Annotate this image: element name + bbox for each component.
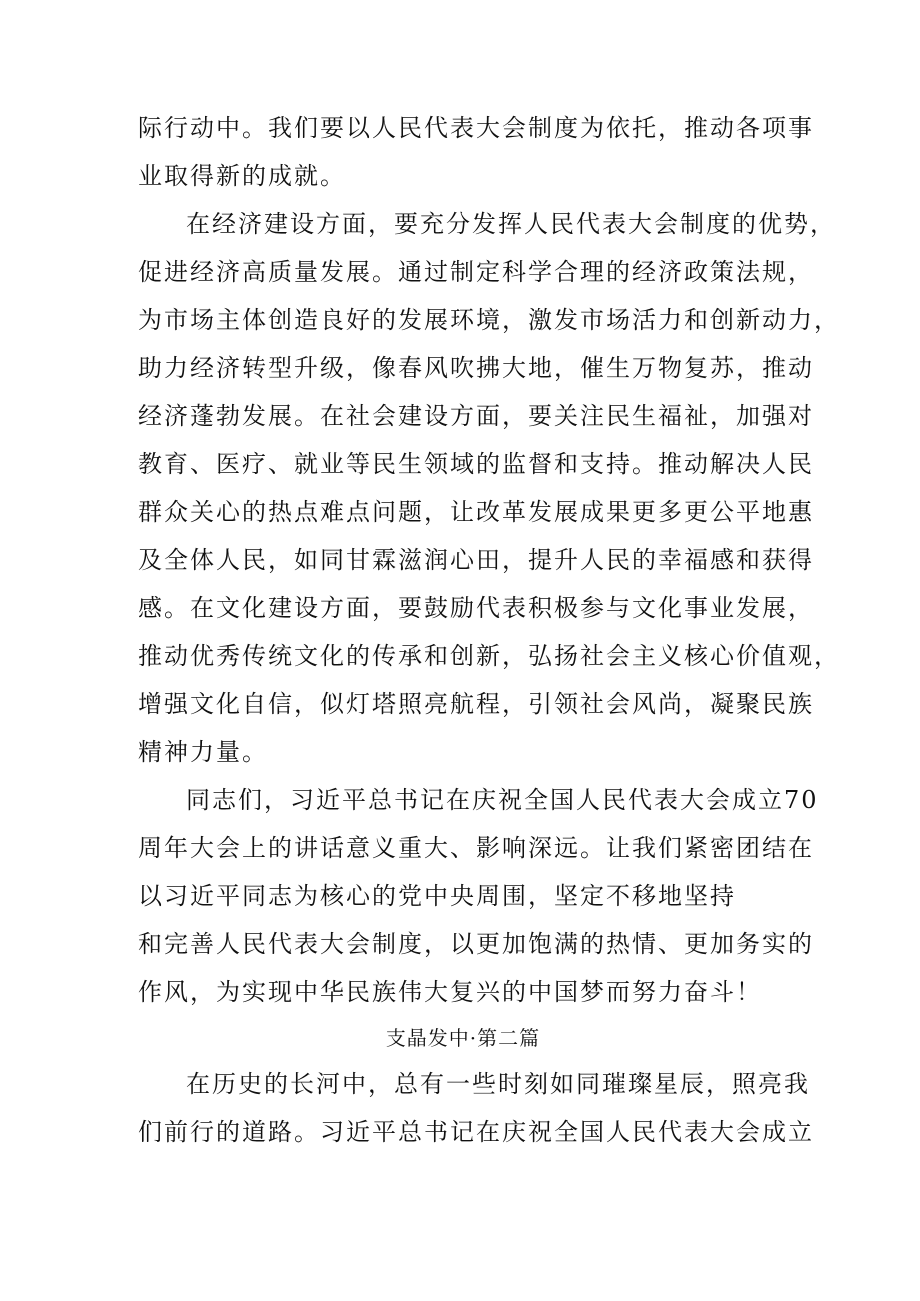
- text-line: 增强文化自信，似灯塔照亮航程，引领社会风尚，凝聚民族: [138, 690, 814, 718]
- text-line: 际行动中。我们要以人民代表大会制度为依托，推动各项事: [138, 114, 814, 142]
- text-line: 们前行的道路。习近平总书记在庆祝全国人民代表大会成立: [138, 1118, 814, 1146]
- document-page: [138, 104, 840, 1156]
- text-line: 以习近平同志为核心的党中央周围，坚定不移地坚持: [138, 882, 736, 910]
- section-heading: 支晶发中·第二篇: [385, 1026, 541, 1050]
- text-line: 助力经济转型升级，像春风吹拂大地，催生万物复苏，推动: [138, 354, 814, 382]
- text-line: 促进经济高质量发展。通过制定科学合理的经济政策法规，: [138, 258, 814, 286]
- text-line: 业取得新的成就。: [138, 162, 346, 190]
- text-line: 教育、医疗、就业等民生领域的监督和支持。推动解决人民: [138, 450, 814, 478]
- text-line: 及全体人民，如同甘霖滋润心田，提升人民的幸福感和获得: [138, 546, 814, 574]
- text-line: 推动优秀传统文化的传承和创新，弘扬社会主义核心价值观，: [138, 642, 840, 670]
- text-line: 群众关心的热点难点问题，让改革发展成果更多更公平地惠: [138, 498, 814, 526]
- text-line: 经济蓬勃发展。在社会建设方面，要关注民生福祉，加强对: [138, 402, 814, 430]
- paragraph-start-line: 同志们，习近平总书记在庆祝全国人民代表大会成立70: [186, 786, 819, 814]
- text-line: 精神力量。: [138, 738, 268, 766]
- text-line: 和完善人民代表大会制度，以更加饱满的热情、更加务实的: [138, 930, 814, 958]
- text-line: 作风，为实现中华民族伟大复兴的中国梦而努力奋斗！: [138, 978, 762, 1006]
- paragraph-start-line: 在经济建设方面，要充分发挥人民代表大会制度的优势，: [186, 210, 836, 238]
- text-line: 感。在文化建设方面，要鼓励代表积极参与文化事业发展，: [138, 594, 814, 622]
- text-line: 为市场主体创造良好的发展环境，激发市场活力和创新动力，: [138, 306, 840, 334]
- text-line: 周年大会上的讲话意义重大、影响深远。让我们紧密团结在: [138, 834, 814, 862]
- paragraph-start-line: 在历史的长河中，总有一些时刻如同璀璨星辰，照亮我: [186, 1070, 810, 1098]
